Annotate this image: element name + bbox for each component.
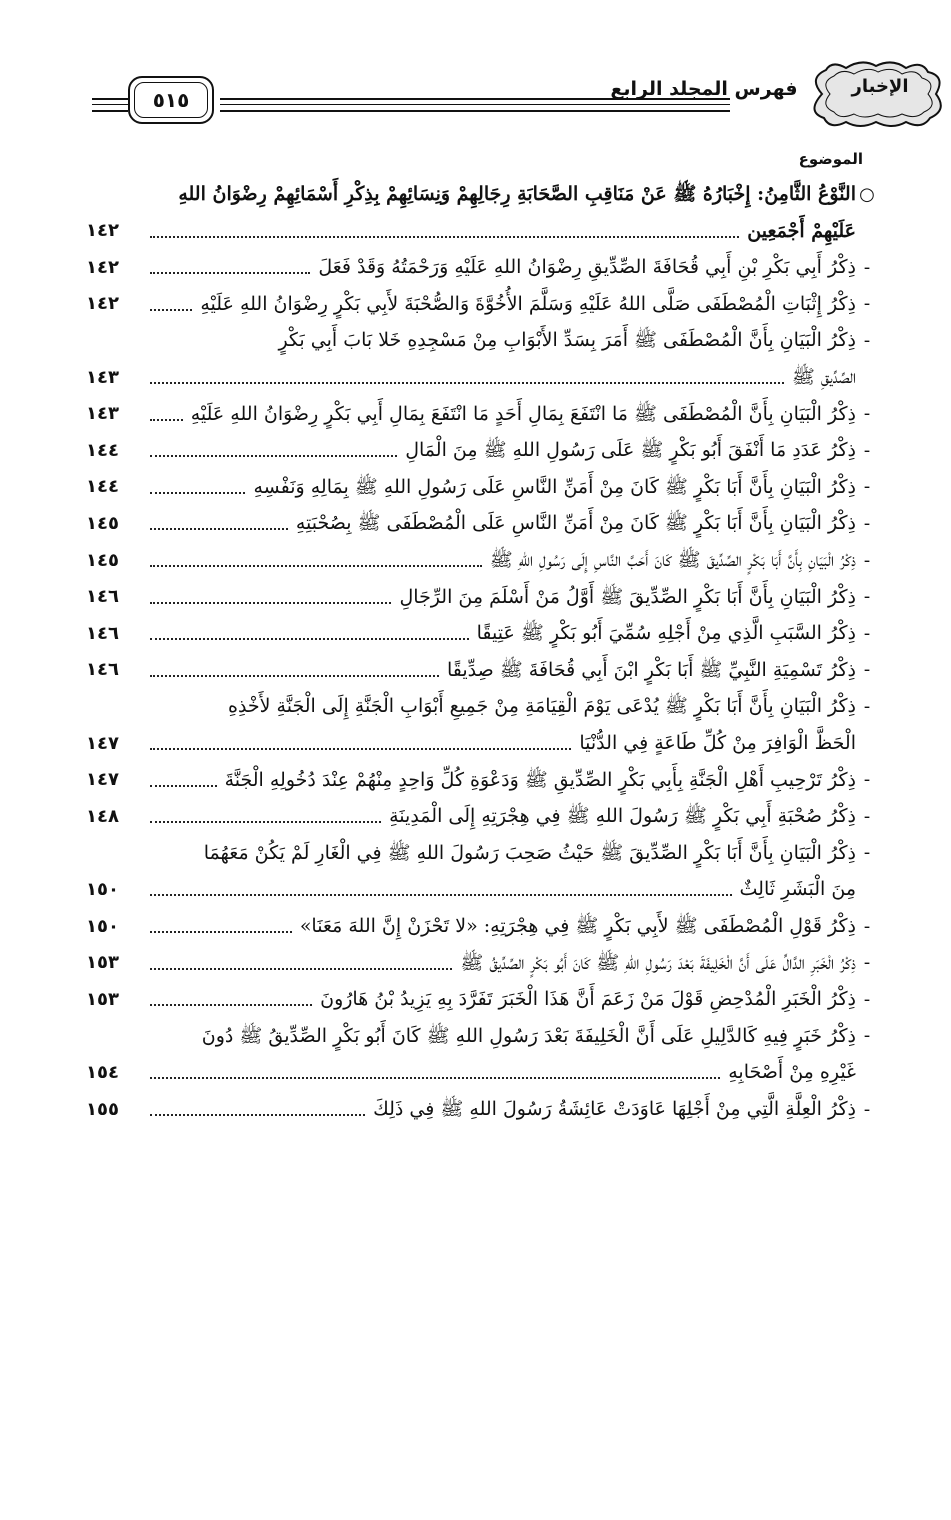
entry-page-number[interactable]: ١٤٨ [86,805,119,827]
index-entry-line [86,322,878,358]
entry-dash-icon: - [863,586,871,608]
heading-bullet-icon: ○ [859,183,875,205]
index-entry-line [86,469,878,505]
header-rule [220,104,730,105]
entry-text: ذِكْرُ الْخَبَرِ الدَّالِّ عَلَى أَنَّ الْخَلِيفَةَ بَعْدَ رَسُولِ اللهِ ﷺ كَانَ أَبُو بَكْرٍ الصِّدِّيقُ ﷺ [460,951,856,974]
entry-text: ذِكْرُ الْبَيَانِ بِأَنَّ أَبَا بَكْرٍ الصِّدِّيقَ ﷺ حَيْثُ صَحِبَ رَسُولَ اللهِ ﷺ فِي الْغَارِ لَمْ يَكُنْ مَعَهُمَا [203,841,856,864]
entry-text: النَّوْعُ الثَّامِنُ: إِخْبَارُهُ ﷺ عَنْ مَنَاقِبِ الصَّحَابَةِ رِجَالِهِمْ وَنِسَائِهِمْ بِذِكْرِ أَسْمَائِهِمْ رِضْوَانُ اللهِ [178,183,856,205]
entry-page-number[interactable]: ١٤٤ [86,439,119,461]
entry-dash-icon: - [863,439,871,461]
dot-leader [150,675,439,677]
entry-dash-icon: - [863,403,871,425]
index-entry-line [86,359,878,395]
entry-dash-icon: - [863,659,871,681]
entry-dash-icon: - [863,952,871,974]
index-entry-line [86,908,878,944]
dot-leader [150,455,397,457]
entry-text: الصِّدِّيقِ ﷺ [791,366,856,388]
index-entry-line [86,1054,878,1090]
entry-text: مِنَ الْبَشَرِ ثَالِثٌ [739,878,856,901]
entry-dash-icon: - [863,329,871,351]
entry-dash-icon: - [863,549,871,571]
index-entry-line [86,981,878,1017]
entry-page-number[interactable]: ١٤٧ [86,732,119,754]
header-rule [92,104,128,105]
entry-page-number[interactable]: ١٥٠ [86,915,119,937]
entry-page-number[interactable]: ١٥٠ [86,878,119,900]
entry-page-number[interactable]: ١٥٣ [86,952,119,974]
dot-leader [150,1077,720,1079]
entry-text: ذِكْرُ السَّبَبِ الَّذِي مِنْ أَجْلِهِ سُمِّيَ أَبُو بَكْرٍ ﷺ عَتِيقًا [476,622,856,645]
entry-dash-icon: - [863,476,871,498]
entry-text: ذِكْرُ الْبَيَانِ بِأَنَّ الْمُصْطَفَى ﷺ أَمَرَ بِسَدِّ الأَبْوَابِ مِنْ مَسْجِدِهِ خَلا بَابَ أَبِي بَكْرٍ [278,329,856,352]
header-rule [92,110,128,112]
entry-dash-icon: - [863,769,871,791]
index-entry-line [86,579,878,615]
index-entry-line [86,688,878,724]
entry-page-number[interactable]: ١٤٥ [86,549,119,571]
index-entry-line [86,945,878,981]
header-rule [92,98,128,100]
entry-text: عَلَيْهِمْ أَجْمَعِين [747,219,856,242]
entry-text: ذِكْرُ صُحْبَةِ أَبِي بَكْرٍ ﷺ رَسُولَ اللهِ ﷺ فِي هِجْرَتِهِ إِلَى الْمَدِينَةِ [389,805,856,828]
dot-leader [150,528,288,530]
entry-page-number[interactable]: ١٤٣ [86,366,119,388]
entry-dash-icon: - [863,293,871,315]
index-entry-line [86,1091,878,1127]
entry-text: ذِكْرُ الْبَيَانِ بِأَنَّ أَبَا بَكْرٍ ﷺ كَانَ مِنْ أَمَنِّ النَّاسِ عَلَى رَسُولِ اللهِ ﷺ بِمَالِهِ وَنَفْسِهِ [253,475,856,498]
entry-dash-icon: - [863,256,871,278]
dot-leader [150,785,217,787]
entry-text: ذِكْرُ خَبَرٍ فِيهِ كَالدَّلِيلِ عَلَى أَنَّ الْخَلِيفَةَ بَعْدَ رَسُولِ اللهِ ﷺ كَانَ أَبُو بَكْرٍ الصِّدِّيقُ ﷺ دُونَ [201,1024,856,1047]
dot-leader [150,821,381,823]
index-entry-line [86,1018,878,1054]
dot-leader [150,894,732,896]
entry-text: الْحَظَّ الْوَافِرَ مِنْ كُلِّ طَاعَةٍ فِي الدُّنْيَا [579,732,856,754]
entry-text: ذِكْرُ الْبَيَانِ بِأَنَّ أَبَا بَكْرٍ الصِّدِّيقَ ﷺ كَانَ أَحَبَّ النَّاسِ إِلَى رَسُولِ اللهِ ﷺ [489,549,856,571]
dot-leader [150,1114,365,1116]
entry-text: ذِكْرُ الْبَيَانِ بِأَنَّ أَبَا بَكْرٍ الصِّدِّيقَ ﷺ أَوَّلُ مَنْ أَسْلَمَ مِنَ الرِّجَالِ [399,585,856,608]
index-entry-line [86,798,878,834]
index-entry-line [86,286,878,322]
entry-page-number[interactable]: ١٤٢ [86,293,119,315]
index-entry-line [86,432,878,468]
entry-text: ذِكْرُ إِثْبَاتِ الْمُصْطَفَى صَلَّى اللهُ عَلَيْهِ وَسَلَّمَ الأُخُوَّةَ وَالصُّحْبَةَ لأَبِي بَكْرٍ رِضْوَانُ اللهِ عَلَيْهِ [200,292,856,315]
entry-dash-icon: - [863,842,871,864]
page-number-frame [128,76,214,124]
entry-page-number[interactable]: ١٤٢ [86,256,119,278]
entry-page-number[interactable]: ١٤٤ [86,476,119,498]
entry-dash-icon: - [863,1098,871,1120]
dot-leader [150,492,245,494]
dot-leader [150,419,183,421]
dot-leader [150,236,739,238]
entry-page-number[interactable]: ١٤٦ [86,659,119,681]
entry-text: ذِكْرُ الْبَيَانِ بِأَنَّ الْمُصْطَفَى ﷺ مَا انْتَفَعَ بِمَالِ أَحَدٍ مَا انْتَفَعَ بِمَالِ أَبِي بَكْرٍ رِضْوَانُ اللهِ عَلَيْهِ [190,402,856,425]
page-header [92,58,950,138]
entry-dash-icon: - [863,622,871,644]
entry-page-number[interactable]: ١٤٥ [86,512,119,534]
index-entry-line [86,615,878,651]
index-entry-line [86,505,878,541]
entry-text: ذِكْرُ قَوْلِ الْمُصْطَفَى ﷺ لأَبِي بَكْرٍ ﷺ فِي هِجْرَتِهِ: «لا تَحْزَنْ إِنَّ اللهَ مَعَنَا» [299,915,856,937]
entry-text: ذِكْرُ الْبَيَانِ بِأَنَّ أَبَا بَكْرٍ ﷺ يُدْعَى يَوْمَ الْقِيَامَةِ مِنْ جَمِيعِ أَبْوَابِ الْجَنَّةِ إِلَى الْجَنَّةِ لأَخْذِهِ [227,695,856,718]
page-number: ٥١٥ [134,82,208,118]
dot-leader [150,968,452,970]
entry-page-number[interactable]: ١٥٣ [86,988,119,1010]
dot-leader [150,382,784,384]
index-entry-line [86,652,878,688]
entry-dash-icon: - [863,805,871,827]
entry-text: ذِكْرُ تَسْمِيَةِ النَّبِيِّ ﷺ أَبَا بَكْرٍ ابْنَ أَبِي قُحَافَةَ ﷺ صِدِّيقًا [446,658,856,681]
entry-page-number[interactable]: ١٥٥ [86,1098,119,1120]
entry-page-number[interactable]: ١٤٢ [86,220,119,242]
dot-leader [150,1004,312,1006]
dot-leader [150,748,571,750]
dot-leader [150,272,310,274]
entry-dash-icon: - [863,695,871,717]
entry-text: ذِكْرُ الْخَبَرِ الْمُدْحِضِ قَوْلَ مَنْ زَعَمَ أَنَّ هَذَا الْخَبَرَ تَفَرَّدَ بِهِ يَزِيدُ بْنُ هَارُونَ [320,988,856,1011]
entry-dash-icon: - [863,988,871,1010]
entry-text: ذِكْرُ أَبِي بَكْرِ بْنِ أَبِي قُحَافَةَ الصِّدِّيقِ رِضْوَانُ اللهِ عَلَيْهِ وَرَحْمَتُهُ وَقَدْ فَعَلَ [318,256,856,279]
entry-page-number[interactable]: ١٤٣ [86,403,119,425]
entry-text: ذِكْرُ الْعِلَّةِ الَّتِي مِنْ أَجْلِهَا عَاوَدَتْ عَائِشَةُ رَسُولَ اللهِ ﷺ فِي ذَلِكَ [373,1098,856,1120]
entry-text: ذِكْرُ الْبَيَانِ بِأَنَّ أَبَا بَكْرٍ ﷺ كَانَ مِنْ أَمَنِّ النَّاسِ عَلَى الْمُصْطَفَى ﷺ بِصُحْبَتِهِ [295,512,856,535]
entry-page-number[interactable]: ١٥٤ [86,1061,119,1083]
entry-page-number[interactable]: ١٤٧ [86,769,119,791]
header-rule [220,110,730,112]
index-entry-line [86,725,878,761]
dot-leader [150,565,482,567]
entry-text: ذِكْرُ عَدَدِ مَا أَنْفَقَ أَبُو بَكْرٍ ﷺ عَلَى رَسُولِ اللهِ ﷺ مِنَ الْمَالِ [405,439,856,462]
index-entry-line [86,835,878,871]
dot-leader [150,638,469,640]
index-entry-line [86,762,878,798]
index-entry-line [86,871,878,907]
index-entry-line [86,249,878,285]
header-title: فهرس المجلد الرابع [610,78,798,100]
entry-dash-icon: - [863,915,871,937]
dot-leader [150,931,292,933]
topic-column-label: الموضوع [798,150,863,168]
entry-dash-icon: - [863,512,871,534]
index-entry-line [86,542,878,578]
entry-text: ذِكْرُ تَرْحِيبِ أَهْلِ الْجَنَّةِ بِأَبِي بَكْرٍ الصِّدِّيقِ ﷺ وَدَعْوَةِ كُلِّ وَاحِدٍ مِنْهُمْ عِنْدَ دُخُولِهِ الْجَنَّةَ [224,768,856,791]
dot-leader [150,309,192,311]
index-entry-line [86,176,878,212]
logo-text: الإخبار [851,76,909,97]
entry-dash-icon: - [863,1025,871,1047]
dot-leader [150,602,391,604]
entry-page-number[interactable]: ١٤٦ [86,622,119,644]
index-entry-line [86,213,878,249]
index-entry-line [86,396,878,432]
entry-page-number[interactable]: ١٤٦ [86,586,119,608]
entry-text: غَيْرِهِ مِنْ أَصْحَابِهِ [728,1061,856,1084]
